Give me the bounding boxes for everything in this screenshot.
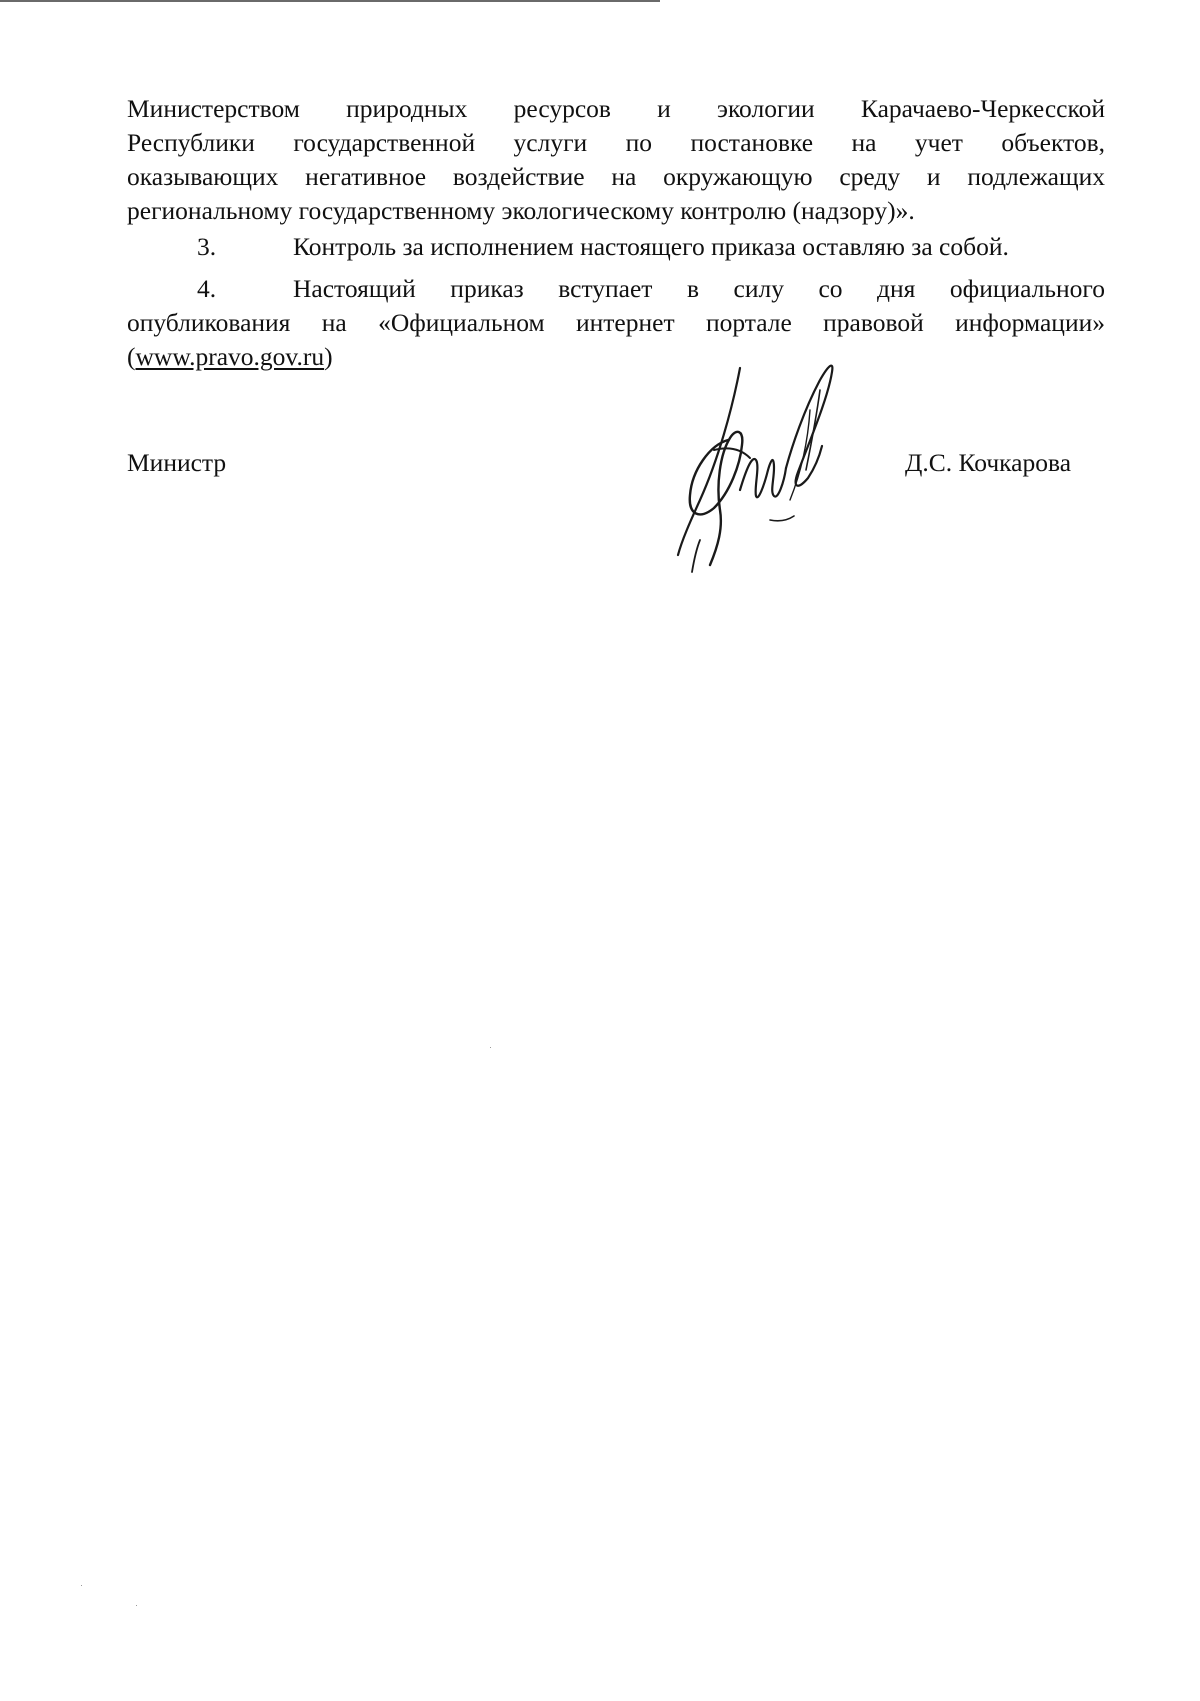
paragraph-line: Республики государственной услуги по постановке на учет объектов, [127, 128, 1105, 157]
scan-speck [136, 1605, 137, 1606]
clause-number: 3. [197, 232, 217, 261]
signatory-name: Д.С. Кочкарова [905, 448, 1072, 477]
paragraph-line: оказывающих негативное воздействие на окружающую среду и подлежащих [127, 162, 1105, 191]
clause-4 [127, 272, 1105, 374]
clause-text-line: опубликования на «Официальном интернет портале правовой информации» [127, 308, 1105, 337]
clause-text: Контроль за исполнением настоящего приказа оставляю за собой. [293, 232, 1009, 261]
pravo-gov-link[interactable]: www.pravo.gov.ru [135, 342, 325, 371]
paragraph-line: Министерством природных ресурсов и экологии Карачаево-Черкесской [127, 94, 1105, 123]
clause-3 [127, 230, 1105, 264]
paragraph-line: региональному государственному экологическому контролю (надзору)». [127, 196, 915, 225]
scan-speck [490, 1047, 491, 1048]
clause-text-line: Настоящий приказ вступает в силу со дня официального [293, 274, 1105, 303]
continuation-paragraph [127, 92, 1105, 228]
clause-number: 4. [197, 274, 217, 303]
link-paren-open: ( [127, 342, 136, 371]
link-paren-close: ) [324, 342, 333, 371]
clause-link-line [127, 340, 1105, 374]
scan-top-edge [0, 0, 660, 2]
position-title: Министр [127, 448, 227, 477]
handwritten-signature [670, 350, 860, 580]
scan-speck [81, 1585, 82, 1586]
